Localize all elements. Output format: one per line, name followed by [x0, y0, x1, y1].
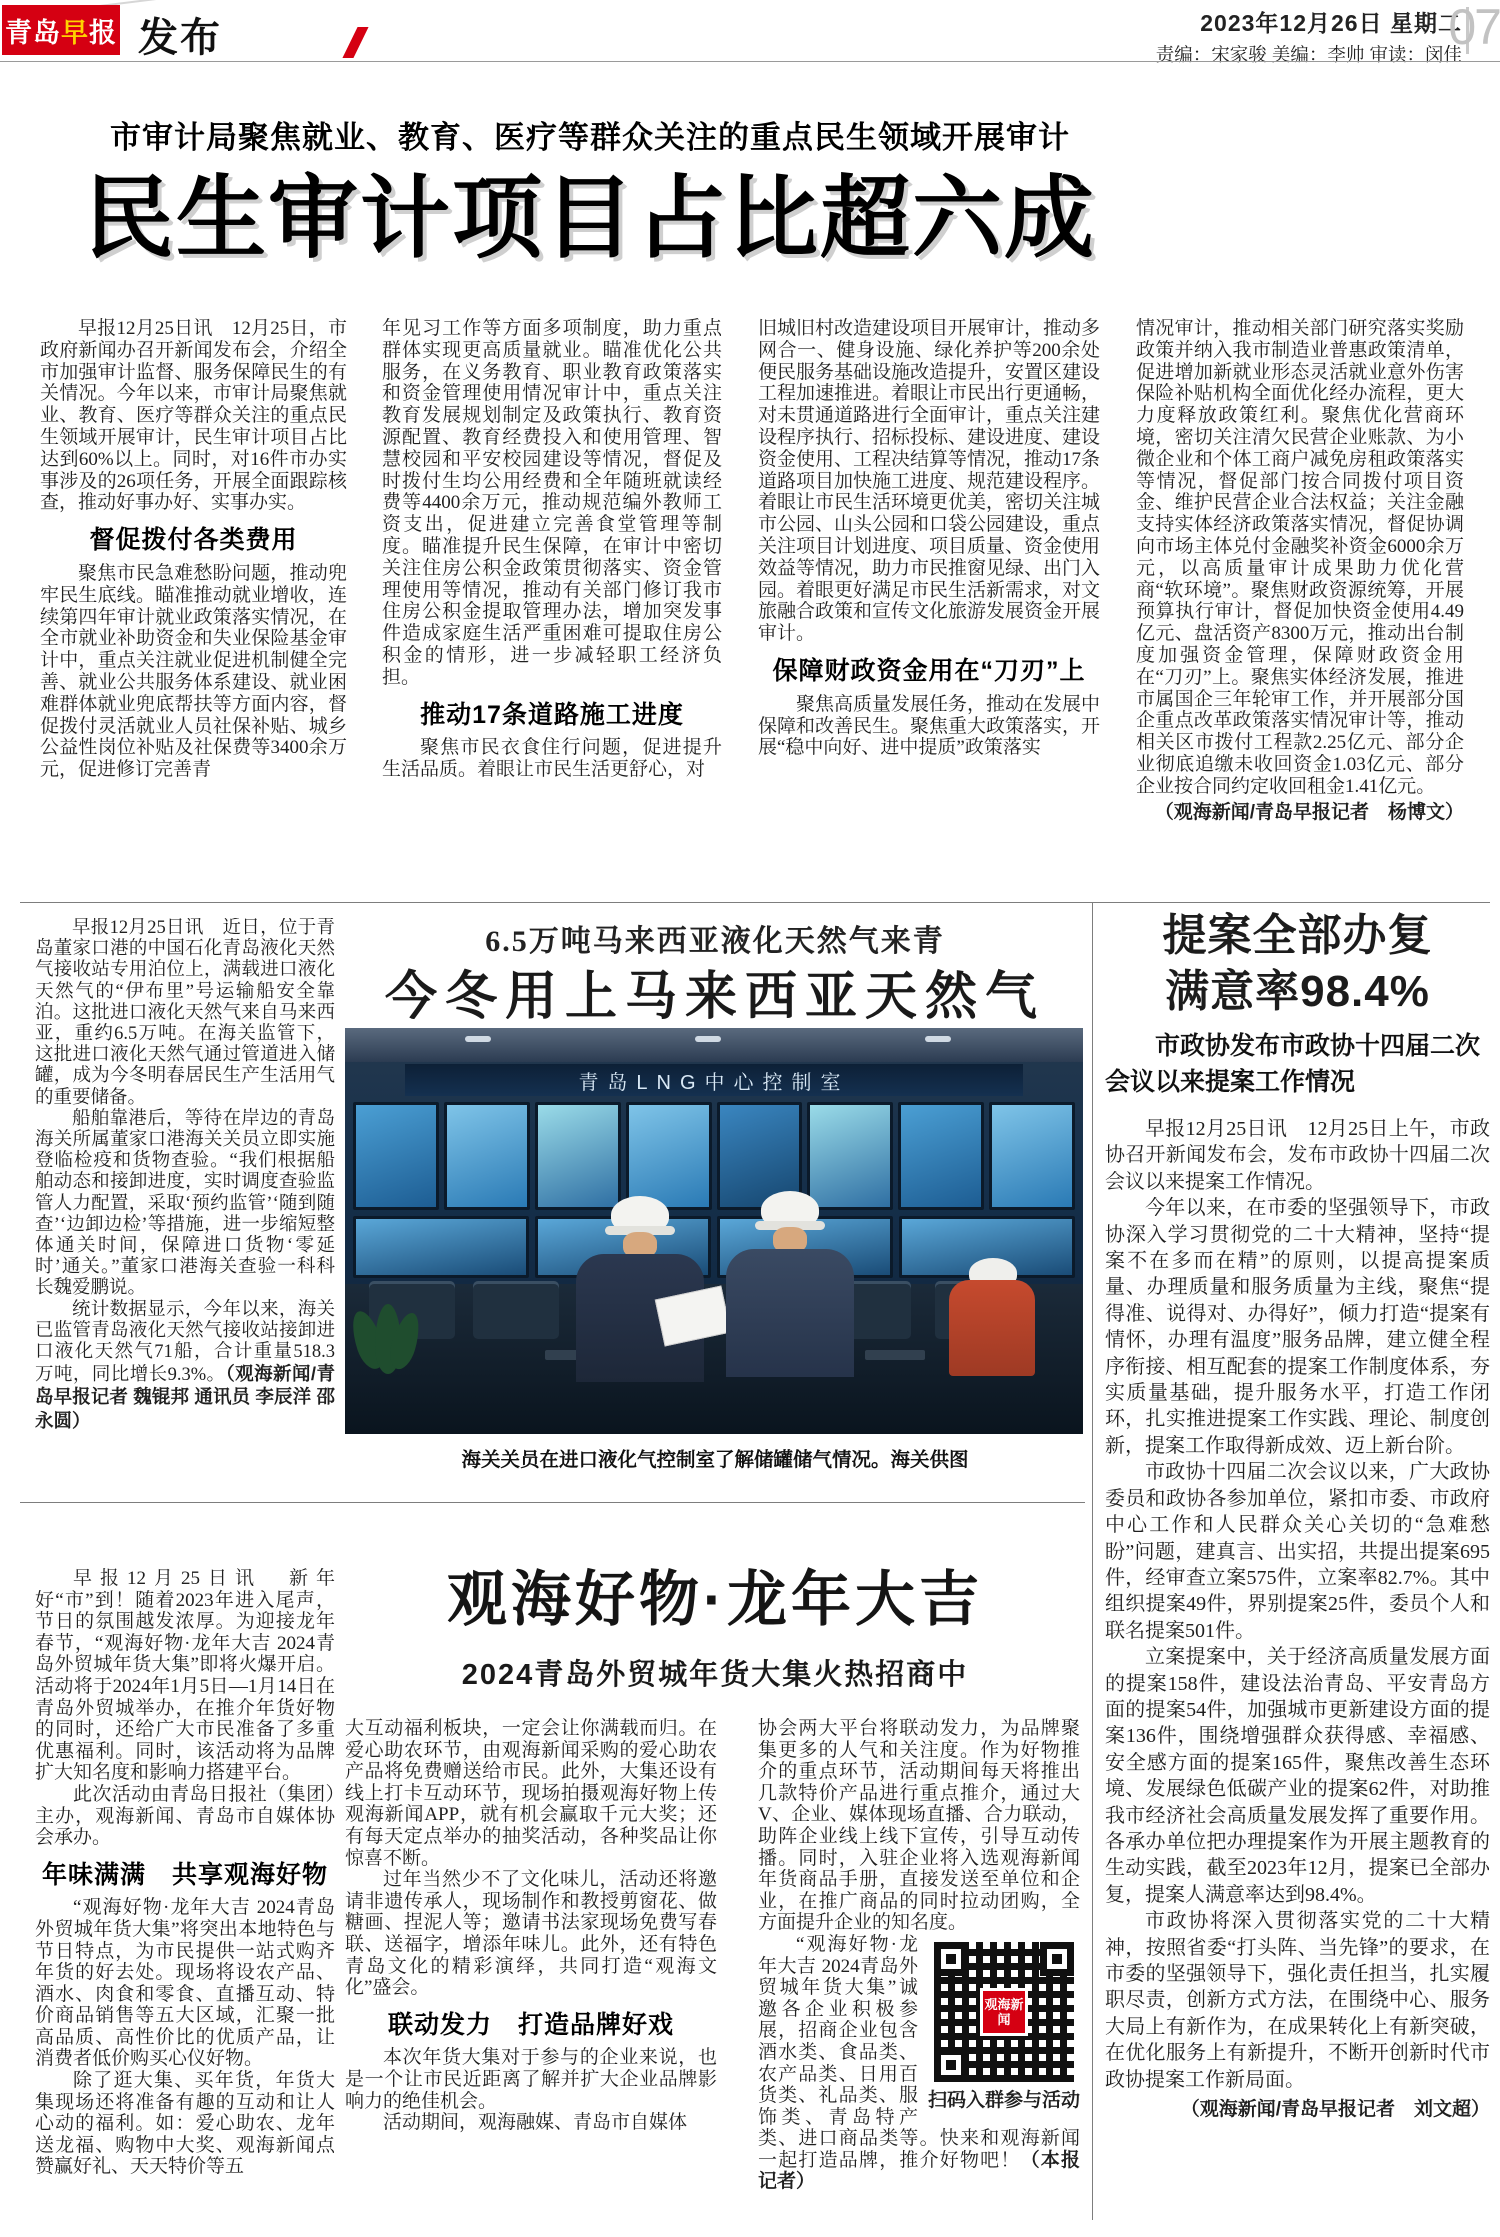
fair-title: 观海好物·龙年大吉 [447, 1566, 983, 1633]
lead-column-4 [1136, 318, 1464, 904]
lead-headline: 民生审计项目占比超六成 [84, 169, 1096, 269]
paragraph: 活动期间，观海融媒、青岛市自媒体 [383, 2112, 688, 2134]
proposal-subtitle: 市政协发布市政协十四届二次会议以来提案工作情况 [1105, 1032, 1481, 1096]
column-subhead: 推动17条道路施工进度 [420, 700, 684, 729]
masthead-text: 青岛 [5, 17, 61, 48]
column-subhead: 年味满满 共享观海好物 [41, 1860, 328, 1889]
qr-finder-icon [934, 1942, 968, 1976]
ceiling-lamp [465, 1036, 491, 1042]
column-subhead: 保障财政资金用在“刀刃”上 [772, 656, 1086, 685]
lead-column-3 [758, 318, 1100, 904]
paragraph: 早报12月25日讯 12月25日，市政府新闻办召开新闻发布会，介绍全市加强审计监督、服务保障民生的有关情况。今年以来，市审计局聚焦就业、教育、医疗等群众关注的重点民生领域开展审计，民生审计项目占比达到60%以上。同时，对16件市办实事涉及的26项任务，开展全面跟踪核查，推动好事办好、实事办实。 [40, 318, 347, 514]
lead-column-2 [382, 318, 722, 904]
ceiling-lamp [695, 1036, 721, 1042]
photo-monitor-wall [353, 1102, 1075, 1210]
proposal-body-column [1105, 1116, 1490, 2218]
section-name: 发布 [138, 16, 222, 60]
paragraph: 聚焦市民衣食住行问题，促进提升生活品质。着眼让市民生活更舒心，对 [382, 737, 722, 781]
monitor-screen [626, 1102, 712, 1210]
fair-column-2 [345, 1718, 717, 2218]
paragraph: 过年当然少不了文化味儿，活动还将邀请非遗传承人，现场制作和教授剪窗花、做糖画、捏泥人等；邀请书法家现场免费写春联、送福字，增添年味儿。此外，还有特色青岛文化的精彩演绎，共同打造“观海文化”盛会。 [345, 1869, 717, 1999]
issue-date: 2023年12月26日 星期二 [1200, 10, 1462, 36]
monitor-screen [444, 1102, 530, 1210]
monitor-screen [989, 1102, 1075, 1210]
section-rule-middle [20, 1502, 1085, 1503]
qr-finder-icon [1040, 1942, 1074, 1976]
paragraph: 早报12月25日讯 近日，位于青岛董家口港的中国石化青岛液化天然气接收站专用泊位上，满载进口液化天然气的“伊布里”号运输船安全靠泊。这批进口液化天然气来自马来西亚，重约6.5万吨。在海关监管下，这批进口液化天然气通过管道进入储罐，成为今冬明春居民生产生活用气的重要储备。 [35, 918, 335, 1108]
paragraph: 协会两大平台将联动发力，为品牌聚集更多的人气和关注度。作为好物推介的重点环节，活动期间每天将推出几款特价产品进行重点推介，通过大V、企业、媒体现场直播、合力联动，助阵企业线上线下宣传，引导互动传播。同时，入驻企业将入选观海新闻年货商品手册，直接发送至单位和企业，在推广商品的同时拉动团购，全方面提升企业的知名度。 [758, 1718, 1080, 1934]
gas-article-column [35, 918, 335, 1486]
qr-finder-icon [934, 2048, 968, 2082]
paragraph: 本次年货大集对于参与的企业来说，也是一个让市民近距离了解并扩大企业品牌影响力的绝佳机会。 [345, 2047, 717, 2112]
article-photo [345, 1028, 1083, 1434]
paragraph: 此次活动由青岛日报社（集团）主办，观海新闻、青岛市自媒体协会承办。 [35, 1783, 335, 1849]
fair-column-3 [758, 1718, 1080, 2218]
photo-caption: 海关关员在进口液化气控制室了解储罐储气情况。海关供图 [461, 1449, 969, 1471]
paragraph: 早报12月25日讯 新年好“市”到！随着2023年进入尾声，节日的氛围越发浓厚。为迎接龙年春节，“观海好物·龙年大吉 2024青岛外贸城年货大集”即将火爆开启。活动将于2024年1月5日—1月14日在青岛外贸城举办，在推介年货好物的同时，还给广大市民准备了多重优惠福利。同时，该活动将为品牌扩大知名度和影响力搭建平台。 [35, 1568, 335, 1784]
column-subhead: 督促拨付各类费用 [89, 526, 298, 555]
paragraph: 立案提案中，关于经济高质量发展方面的提案158件，建设法治青岛、平安青岛方面的提案54件，加强城市更新建设方面的提案136件，围绕增强群众获得感、幸福感、安全感方面的提案165件，聚焦改善生态环境、发展绿色低碳产业的提案62件，对助推我市经济社会高质量发展发挥了重要作用。各承办单位把办理提案作为开展主题教育的生动实践，截至2023年12月，提案已全部办复，提案人满意率达到98.4%。 [1105, 1646, 1490, 1906]
header-rule [0, 61, 1500, 62]
qr-block [928, 1942, 1080, 2112]
paragraph: 情况审计，推动相关部门研究落实奖励政策并纳入我市制造业普惠政策清单，促进增加新就业形态灵活就业意外伤害保险补贴机构全面优化经办流程，更大力度释放政策红利。聚焦优化营商环境，密切关注清欠民营企业账款、为小微企业和个体工商户减免房租政策落实等情况，督促部门按合同拨付项目资金、维护民营企业合法权益；关注金融支持实体经济政策落实情况，督促协调向市场主体兑付金融奖补资金6000余万元，以高质量审计成果助力优化营商“软环境”。聚焦财政资源统筹，开展预算执行审计，督促加快资金使用4.49亿元、盘活资产8300万元，推动出台制度加强资金管理，保障财政资金用在“刀刃”上。聚焦实体经济发展，推进市属国企三年轮审工作，并开展部分国企重点改革政策落实情况审计等，推动相关区市拨付工程款2.25亿元、部分企业彻底追缴未收回资金1.03亿元、部分企业按合同约定收回租金1.41亿元。 [1136, 318, 1464, 797]
lead-column-1 [40, 318, 347, 904]
paragraph: 统计数据显示，今年以来，海关已监管青岛液化天然气接收站接卸进口液化天然气71船，合计重量518.3万吨，同比增长9.3%。（观海新闻/青岛早报记者 魏锟邦 通讯员 李辰洋 邵永圆） [35, 1299, 335, 1431]
qr-code [934, 1942, 1074, 2082]
paragraph-text: “观海好物·龙年大吉 2024青岛外贸城年货大集”诚邀各企业积极参展，招商企业包含酒水类、食品类、农产品类、日用百货类、礼品类、服饰类、青岛特产类、进口商品类等。快来和观海新闻一起打造品牌，推介好物吧！ [758, 1933, 1080, 2171]
paragraph: 聚焦市民急难愁盼问题，推动兜牢民生底线。瞄准推动就业增收，连续第四年审计就业政策落实情况，在全市就业补助资金和失业保险基金审计中，重点关注就业促进机制健全完善、就业公共服务体系建设、就业困难群体就业兜底帮扶等方面内容，督促拨付灵活就业人员社保补贴、城乡公益性岗位补贴及社保费等3400余万元，促进修订完善青 [40, 562, 347, 781]
fair-column-1 [35, 1568, 335, 2218]
editors-line: 责编：宋家骏 美编：李帅 审读：闵佳 [1155, 44, 1462, 65]
byline: （观海新闻/青岛早报记者 魏锟邦 通讯员 李辰洋 邵永圆） [35, 1363, 335, 1431]
lead-kicker: 市审计局聚焦就业、教育、医疗等群众关注的重点民生领域开展审计 [110, 120, 1070, 155]
byline: （观海新闻/青岛早报记者 刘文超） [1180, 2099, 1490, 2121]
gas-headline: 今冬用上马来西亚天然气 [384, 968, 1045, 1026]
proposal-title-line2: 满意率98.4% [1165, 967, 1430, 1016]
photo-sign: 青岛LNG中心控制室 [405, 1064, 1023, 1096]
monitor-screen [353, 1216, 529, 1278]
proposal-title [1105, 908, 1490, 1020]
plant [349, 1310, 419, 1400]
byline: （本报记者） [758, 2149, 1080, 2193]
paragraph: 船舶靠港后，等待在岸边的青岛海关所属董家口港海关关员立即实施登临检疫和货物查验。“我们根据船舶动态和接卸进度，实时调度查验监管人力配置，采取‘预约监管’‘随到随查’‘边卸边检’等措施，进一步缩短整体通关时间，保障进口货物‘零延时’通关。”董家口港海关查验一科科长魏爱鹏说。 [35, 1108, 335, 1299]
paragraph: 旧城旧村改造建设项目开展审计，推动多网合一、健身设施、绿化养护等200余处便民服务基础设施改造提升，安置区建设工程加速推进。着眼让市民出行更通畅，对未贯通道路进行全面审计，重点关注建设程序执行、招标投标、建设进度、建设资金使用、工程决结算等情况，推动17条道路项目加快施工进度、规范建设程序。着眼让市民生活环境更优美，密切关注城市公园、山头公园和口袋公园建设，重点关注项目计划进度、项目质量、资金使用效益等情况，助力市民推窗见绿、出门入园。着眼更好满足市民生活新需求，对文旅融合政策和宣传文化旅游发展资金开展审计。 [758, 318, 1100, 645]
monitor-screen [353, 1102, 439, 1210]
figure-uniform [726, 1249, 854, 1377]
paragraph: 大互动福利板块，一定会让你满载而归。在爱心助农环节，由观海新闻采购的爱心助农产品将免费赠送给市民。此外，大集还设有线上打卡互动环节，现场拍摄观海好物上传观海新闻APP，就有机会赢取千元大奖；还有每天定点举办的抽奖活动，各种奖品让你惊喜不断。 [345, 1718, 717, 1869]
column-subhead: 联动发力 打造品牌好戏 [387, 2010, 674, 2039]
photo-ceiling [345, 1028, 1083, 1062]
proposal-title-line1: 提案全部办复 [1162, 911, 1433, 960]
qr-center-logo: 观海新闻 [980, 1988, 1028, 2036]
section-accent-slash [342, 27, 368, 58]
section-rule-top [20, 902, 1490, 903]
masthead-logo [2, 5, 120, 55]
desk-keyboard [865, 1350, 925, 1360]
column-rule-vertical [1092, 902, 1093, 2220]
qr-caption: 扫码入群参与活动 [928, 2089, 1080, 2111]
paragraph: 除了逛大集、买年货，年货大集现场还将准备有趣的互动和让人心动的福利。如：爱心助农、龙年送龙福、购物中大奖、观海新闻点赞赢好礼、天天特价等五 [35, 2070, 335, 2178]
fair-subtitle: 2024青岛外贸城年货大集火热招商中 [461, 1659, 969, 1691]
byline: （观海新闻/青岛早报记者 杨博文） [1154, 801, 1464, 823]
paragraph: 市政协将深入贯彻落实党的二十大精神，按照省委“打头阵、当先锋”的要求，在市委的坚强领导下，强化责任担当，扎实履职尽责，创新方式方法，在围绕中心、服务大局上有新作为，在成果转化上有新突破，在优化服务上有新提升，不断开创新时代市政协提案工作新局面。 [1105, 1910, 1490, 2091]
masthead-text2: 报 [89, 17, 117, 48]
paragraph: 早报12月25日讯 12月25日上午，市政协召开新闻发布会，发布市政协十四届二次会议以来提案工作情况。 [1105, 1118, 1490, 1193]
desk-monitor [473, 1281, 559, 1339]
operator-figure [725, 1191, 855, 1376]
monitor-screen [535, 1102, 621, 1210]
monitor-screen [898, 1102, 984, 1210]
page-number: 07 [1448, 0, 1500, 55]
header-date-block [1156, 5, 1462, 67]
photo-monitor-row2 [353, 1216, 1075, 1278]
worker-in-red-figure [949, 1280, 1035, 1376]
gas-kicker: 6.5万吨马来西亚液化天然气来青 [485, 925, 945, 958]
customs-officer-figure [575, 1196, 705, 1386]
ceiling-lamp [925, 1036, 951, 1042]
paragraph: 市政协十四届二次会议以来，广大政协委员和政协各参加单位，紧扣市委、市政府中心工作和人民群众关心关切的“急难愁盼”问题，建真言、出实招，共提出提案695件，经审查立案575件，立案率82.7%。其中组织提案49件，界别提案25件，委员个人和联名提案501件。 [1105, 1461, 1490, 1642]
paragraph: 聚焦高质量发展任务，推动在发展中保障和改善民生。聚焦重大政策落实，开展“稳中向好、进中提质”政策落实 [758, 693, 1100, 759]
paragraph: 年见习工作等方面多项制度，助力重点群体实现更高质量就业。瞄准优化公共服务，在义务教育、职业教育政策落实和资金管理使用情况审计中，重点关注教育发展规划制定及政策执行、教育资源配置、教育经费投入和使用管理、智慧校园和平安校园建设等情况，督促及时拨付生均公用经费和全年随班就读经费等4400余万元，推动规范编外教师工资支出，促进建立完善食堂管理等制度。瞄准提升民生保障，在审计中密切关注住房公积金政策贯彻落实、资金管理使用等情况，推动有关部门修订我市住房公积金提取管理办法，增加突发事件造成家庭生活严重困难可提取住房公积金的情形，进一步减轻职工经济负担。 [382, 318, 722, 688]
paragraph: 今年以来，在市委的坚强领导下，市政协深入学习贯彻党的二十大精神，坚持“提案不在多而在精”的原则，以提高提案质量、办理质量和服务质量为主线，聚焦“提得准、说得对、办得好”，倾力打造“提案有情怀，办理有温度”服务品牌，建立健全程序衔接、相互配套的提案工作制度体系，夯实质量基础，提升服务水平，打造工作闭环，扎实推进提案工作实践、理论、制度创新，提案工作取得新成效、迈上新台阶。 [1105, 1197, 1490, 1457]
masthead-text-accent: 早 [61, 17, 89, 48]
paragraph: “观海好物·龙年大吉 2024青岛外贸城年货大集”将突出本地特色与节日特点，为市民提供一站式购齐年货的好去处。现场将设农产品、酒水、肉食和零食、直播互动、特价商品销售等五大区域，汇聚一批高品质、高性价比的优质产品，让消费者低价购买心仪好物。 [35, 1897, 335, 2070]
